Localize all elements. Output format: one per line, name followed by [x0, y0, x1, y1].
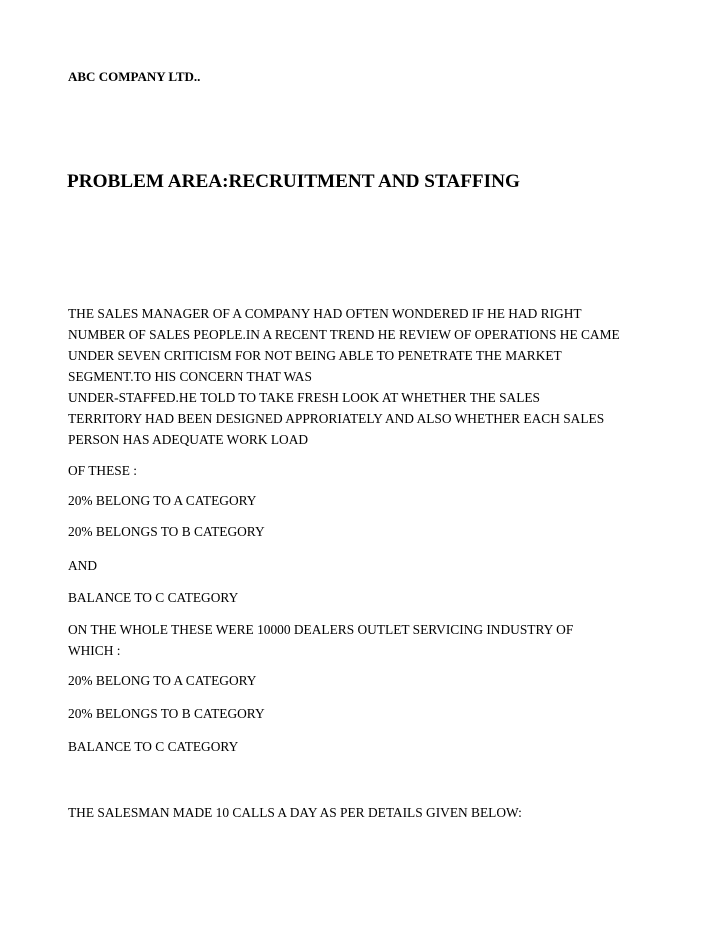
company-name: ABC COMPANY LTD..: [68, 69, 201, 84]
problem-area-heading: PROBLEM AREA:RECRUITMENT AND STAFFING: [67, 171, 520, 192]
paragraph-sales-manager: [68, 303, 620, 387]
dealer-category-a-line: 20% BELONG TO A CATEGORY: [68, 673, 257, 688]
dealer-category-b-line: 20% BELONGS TO B CATEGORY: [68, 706, 265, 721]
paragraph-line: UNDER SEVEN CRITICISM FOR NOT BEING ABLE TO PENETRATE THE MARKET: [68, 348, 562, 363]
paragraph-line: TERRITORY HAD BEEN DESIGNED APPRORIATELY AND ALSO WHETHER EACH SALES: [68, 411, 605, 426]
category-a-line: 20% BELONG TO A CATEGORY: [68, 493, 257, 508]
dealer-category-c-line: BALANCE TO C CATEGORY: [68, 739, 239, 754]
paragraph-under-staffed: [68, 387, 604, 450]
paragraph-line: WHICH :: [68, 643, 121, 658]
paragraph-line: ON THE WHOLE THESE WERE 10000 DEALERS OUTLET SERVICING INDUSTRY OF: [68, 622, 574, 637]
category-c-line: BALANCE TO C CATEGORY: [68, 590, 239, 605]
paragraph-line: UNDER-STAFFED.HE TOLD TO TAKE FRESH LOOK AT WHETHER THE SALES: [68, 390, 541, 405]
category-b-line: 20% BELONGS TO B CATEGORY: [68, 524, 265, 539]
paragraph-dealers: [68, 619, 573, 661]
paragraph-line: SEGMENT.TO HIS CONCERN THAT WAS: [68, 369, 312, 384]
paragraph-line: NUMBER OF SALES PEOPLE.IN A RECENT TREND HE REVIEW OF OPERATIONS HE CAME: [68, 327, 620, 342]
and-label: AND: [68, 558, 98, 573]
paragraph-line: THE SALES MANAGER OF A COMPANY HAD OFTEN WONDERED IF HE HAD RIGHT: [68, 306, 582, 321]
paragraph-line: PERSON HAS ADEQUATE WORK LOAD: [68, 432, 309, 447]
salesman-calls-line: THE SALESMAN MADE 10 CALLS A DAY AS PER DETAILS GIVEN BELOW:: [68, 805, 522, 820]
of-these-label: OF THESE :: [68, 463, 137, 478]
